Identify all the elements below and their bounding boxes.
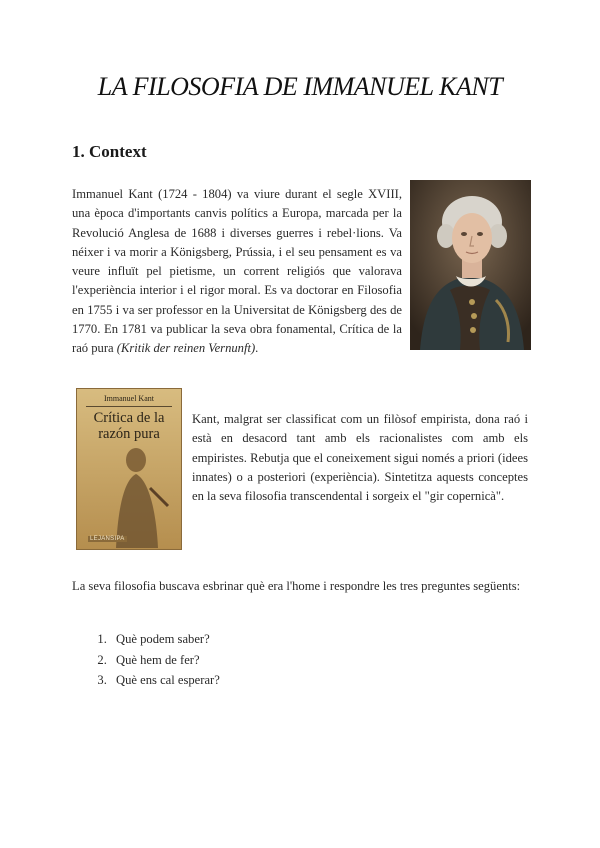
kant-portrait-illustration: [410, 180, 531, 350]
book-cover-divider: [86, 406, 172, 407]
book-cover-title: [76, 410, 182, 442]
kant-position-paragraph: Kant, malgrat ser classificat com un filòsof empirista, dona raó i està en desacord tant amb els racionalistes com amb els empiristes. Rebutja que el coneixement sigui només a priori (idees innates) o a posteriori (experiència). Sintetitza aquests conceptes en la seva filosofia transcendental i sorgeix el "gir copernicà".: [192, 412, 528, 504]
questions-intro-paragraph: La seva filosofia buscava esbrinar què era l'home i respondre les tres preguntes següents:: [72, 579, 521, 593]
book-cover-title-line1: Crítica de la: [93, 410, 165, 426]
context-paragraph-end: .: [255, 341, 259, 356]
page-title: LA FILOSOFIA DE IMMANUEL KANT: [97, 72, 503, 101]
list-item: 1. Què podem saber?: [110, 629, 220, 650]
section-heading: 1. Context: [72, 142, 147, 161]
context-paragraph: [72, 185, 402, 359]
book-cover-title-line2: razón pura: [98, 426, 160, 442]
kant-portrait-image: [410, 180, 531, 350]
list-item: 3. Què ens cal esperar?: [110, 670, 220, 691]
original-title-italic: (Kritik der reinen Vernunft): [116, 341, 256, 356]
book-cover-image: [76, 388, 182, 550]
book-cover-publisher: LEJANSIPA: [90, 536, 125, 542]
book-cover-author: Immanuel Kant: [104, 394, 154, 403]
context-paragraph-text: Immanuel Kant (1724 - 1804) va viure durant el segle XVIII, una època d'importants canvis polítics a Europa, marcada per la Revolució Anglesa de 1688 i diverses guerres i rebel·lions. Va néixer i va morir a Königsberg, Prússia, i el seu pensament es va veure influït pel pietisme, un corrent religiós que valorava l'experiència interior i el rigor moral. Es va doctorar en Filosofia en 1755 i va ser professor en la Universitat de Königsberg des de 1770. En 1781 va publicar la seva obra fonamental, Crítica de la raó pura: [72, 187, 402, 356]
questions-list: [88, 629, 220, 691]
list-item: 2. Què hem de fer?: [110, 650, 220, 671]
